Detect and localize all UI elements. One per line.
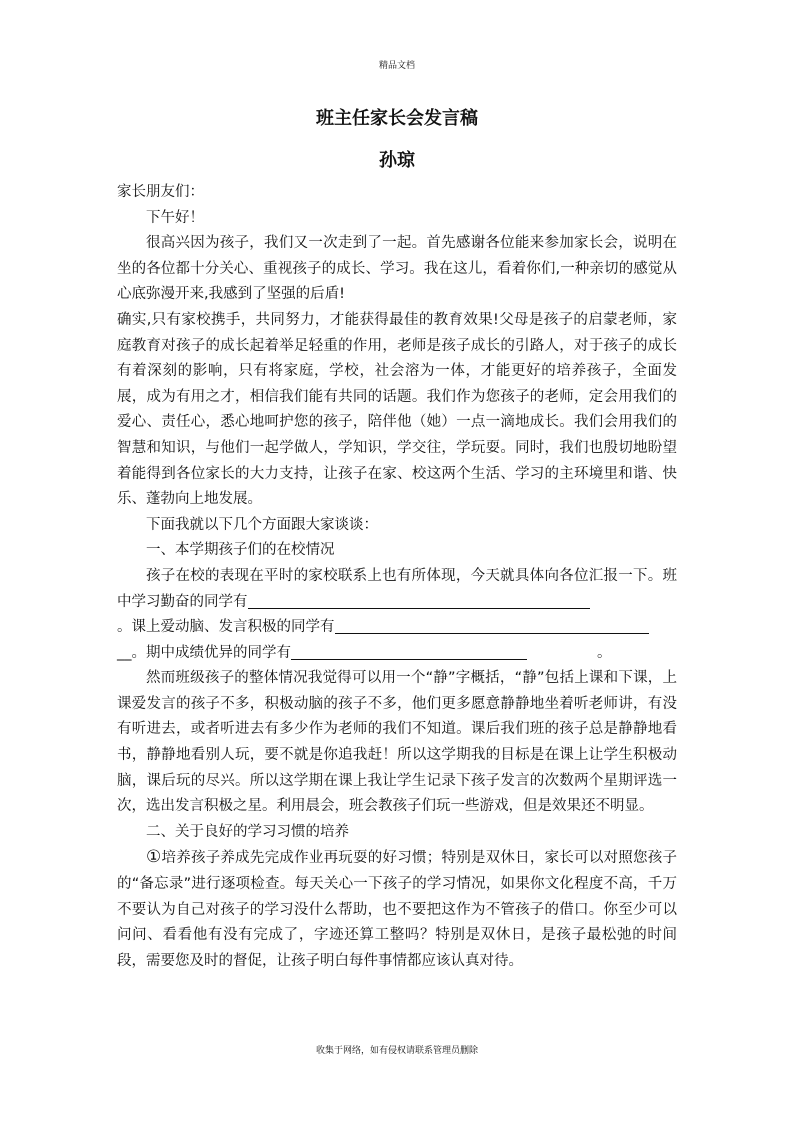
paragraph-outline: 下面我就以下几个方面跟大家谈谈：	[146, 516, 378, 533]
habits-text: 培养孩子养成先完成作业再玩耍的好习惯；特别是双休日，家长可以对照您孩子的“备忘录”进行逐项检查。每天关心一下孩子的学习情况，如果你文化程度不高，千万不要认为自己对孩子的学习没什么帮助，也不要把这作为不管孩子的借口。你至少可以问问、看看他有没有完成了，字迹还算工整吗？特别是双休日，是孩子最松弛的时间段，需要您及时的督促，让孩子明白每件事情都应该认真对待。	[117, 850, 677, 969]
performance-text: 孩子在校的表现在平时的家校联系上也有所体现，今天就具体向各位汇报一下。班中学习勤奋的同学有	[117, 567, 677, 610]
active-text: 。课上爱动脑、发言积极的同学有	[117, 619, 335, 636]
paragraph-performance	[117, 564, 677, 615]
paragraph-cooperation: 确实,只有家校携手，共同努力，才能获得最佳的教育效果!父母是孩子的启蒙老师，家庭教育对孩子的成长起着举足轻重的作用，老师是孩子成长的引路人，对于孩子的成长有着深刻的影响，只有将家庭，学校，社会溶为一体，才能更好的培养孩子，全面发展，成为有用之才，相信我们能有共同的话题。我们作为您孩子的老师，定会用我们的爱心、责任心，悉心地呵护您的孩子，陪伴他（她）一点一滴地成长。我们会用我们的智慧和知识，与他们一起学做人，学知识，学交往，学玩耍。同时，我们也殷切地盼望着能得到各位家长的大力支持，让孩子在家、校这两个生活、学习的主环境里和谐、快乐、蓬勃向上地发展。	[117, 311, 677, 508]
paragraph-quiet: 然而班级孩子的整体情况我觉得可以用一个“静”字概括，“静”包括上课和下课，上课爱发言的孩子不多，积极动脑的孩子不多，他们更多愿意静静地坐着听老师讲，有没有听进去，或者听进去有多少作为老师的我们不知道。课后我们班的孩子总是静静地看书，静静地看别人玩，要不就是你追我赶！所以这学期我的目标是在课上让学生积极动脑，课后玩的尽兴。所以这学期在课上我让学生记录下孩子发言的次数两个星期评选一次，选出发言积极之星。利用晨会，班会教孩子们玩一些游戏，但是效果还不明显。	[117, 670, 677, 815]
greeting: 家长朋友们：	[117, 184, 204, 200]
author-name: 孙琼	[379, 150, 415, 171]
fill-in-blank-active	[335, 615, 649, 634]
page-footer: 收集于网络，如有侵权请联系管理员删除	[315, 1046, 478, 1056]
fill-in-blank-excellent	[291, 641, 527, 660]
section-heading-2: 二、关于良好的学习习惯的培养	[146, 823, 349, 840]
fill-in-blank-diligent	[248, 590, 590, 609]
section-heading-1: 一、本学期孩子们的在校情况	[146, 542, 335, 559]
paragraph-active	[117, 615, 677, 641]
document-body	[117, 180, 677, 974]
excellent-text: __。期中成绩优异的同学有	[117, 644, 291, 661]
paragraph-intro: 很高兴因为孩子，我们又一次走到了一起。首先感谢各位能来参加家长会，说明在坐的各位都十分关心、重视孩子的成长、学习。我在这儿，看着你们,一种亲切的感觉从心底弥漫开来,我感到了坚强的后盾!	[117, 235, 677, 303]
page-header: 精品文档	[378, 61, 415, 71]
document-title: 班主任家长会发言稿	[316, 108, 478, 129]
excellent-end: 。	[597, 644, 612, 661]
hello-line: 下午好！	[146, 209, 204, 226]
paragraph-habits	[117, 845, 677, 974]
paragraph-excellent	[117, 641, 677, 667]
circled-number-one: ①	[146, 847, 162, 868]
